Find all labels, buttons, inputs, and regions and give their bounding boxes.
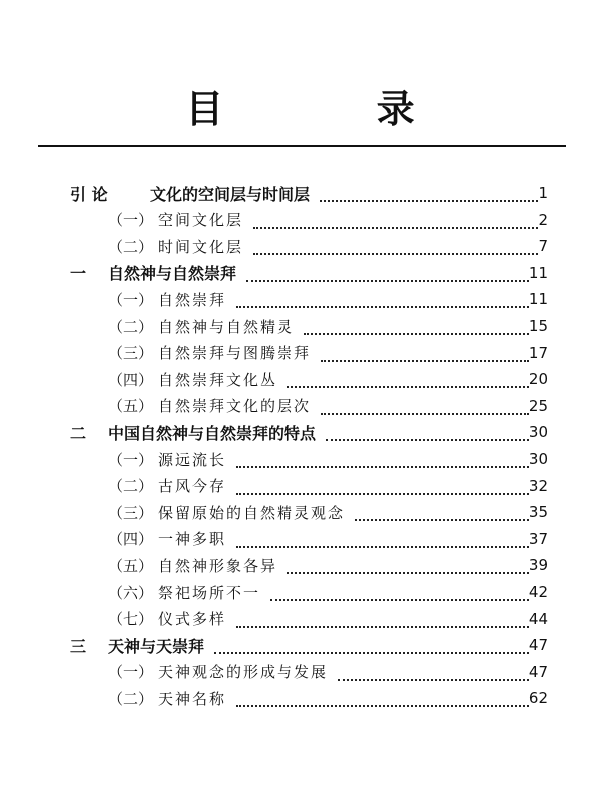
leader-dots <box>320 198 538 202</box>
section-number: （一） <box>108 450 154 469</box>
section-number: （一） <box>108 211 154 230</box>
section-title: 古风今存 <box>158 477 227 496</box>
page-number: 32 <box>528 476 548 495</box>
leader-dots <box>321 411 529 415</box>
section-number: （二） <box>108 317 154 336</box>
section-number: （二） <box>108 477 154 496</box>
section-title: 自然崇拜文化的层次 <box>158 397 312 416</box>
toc-section-row[interactable] <box>0 552 600 578</box>
toc-chapter-row[interactable] <box>0 632 600 658</box>
page-number: 37 <box>528 529 548 548</box>
toc-section-row[interactable] <box>0 366 600 392</box>
section-title: 自然神与自然精灵 <box>158 317 295 336</box>
toc-section-row[interactable] <box>0 340 600 366</box>
chapter-number: 二 <box>70 423 87 443</box>
chapter-number: 引 论 <box>70 184 108 204</box>
page-number: 11 <box>528 290 548 309</box>
section-title: 自然神形象各异 <box>158 556 278 575</box>
chapter-title: 文化的空间层与时间层 <box>150 184 311 204</box>
page-number: 35 <box>528 503 548 522</box>
section-title: 祭祀场所不一 <box>158 583 261 602</box>
page-number: 30 <box>528 450 548 468</box>
toc-section-row[interactable] <box>0 313 600 339</box>
page-number: 1 <box>538 184 548 202</box>
chapter-title: 自然神与自然崇拜 <box>108 264 237 284</box>
chapter-number: 一 <box>70 264 87 284</box>
section-title: 天神观念的形成与发展 <box>158 663 329 682</box>
section-number: （一） <box>108 290 154 309</box>
section-number: （二） <box>108 689 154 708</box>
title-rule <box>38 145 566 147</box>
toc-chapter-row[interactable] <box>0 419 600 445</box>
section-title: 自然崇拜文化丛 <box>158 370 278 389</box>
toc-section-row[interactable] <box>0 393 600 419</box>
section-number: （二） <box>108 237 154 256</box>
leader-dots <box>287 384 529 388</box>
toc-section-row[interactable] <box>0 606 600 632</box>
page-number: 20 <box>528 370 548 389</box>
section-title: 源远流长 <box>158 450 227 469</box>
page-number: 11 <box>528 263 548 282</box>
section-number: （五） <box>108 397 154 416</box>
section-number: （五） <box>108 556 154 575</box>
leader-dots <box>338 677 529 681</box>
section-number: （六） <box>108 583 154 602</box>
leader-dots <box>355 517 529 521</box>
section-title: 一神多职 <box>158 530 227 549</box>
page-number: 47 <box>528 636 548 655</box>
leader-dots <box>214 650 529 654</box>
page-number: 30 <box>528 423 548 442</box>
toc-section-row[interactable] <box>0 659 600 685</box>
toc-section-row[interactable] <box>0 446 600 472</box>
toc-section-row[interactable] <box>0 579 600 605</box>
leader-dots <box>253 251 538 255</box>
leader-dots <box>236 304 529 308</box>
section-number: （四） <box>108 530 154 549</box>
page-number: 47 <box>528 662 548 681</box>
leader-dots <box>321 358 529 362</box>
toc-section-row[interactable] <box>0 473 600 499</box>
page-number: 62 <box>528 689 548 708</box>
page-number: 2 <box>538 210 548 229</box>
toc-section-row[interactable] <box>0 526 600 552</box>
leader-dots <box>246 278 529 282</box>
page-number: 39 <box>528 556 548 575</box>
leader-dots <box>287 570 529 574</box>
leader-dots <box>304 331 529 335</box>
page-number: 42 <box>528 583 548 601</box>
chapter-title: 中国自然神与自然崇拜的特点 <box>108 423 317 443</box>
page-number: 17 <box>528 343 548 362</box>
section-title: 自然崇拜与图腾崇拜 <box>158 344 312 363</box>
leader-dots <box>236 544 529 548</box>
toc-section-row[interactable] <box>0 207 600 233</box>
leader-dots <box>270 597 529 601</box>
section-title: 时间文化层 <box>158 237 244 256</box>
page-number: 44 <box>528 609 548 628</box>
section-title: 天神名称 <box>158 689 227 708</box>
section-number: （三） <box>108 344 154 363</box>
page-number: 15 <box>528 317 548 335</box>
section-title: 仪式多样 <box>158 610 227 629</box>
section-title: 保留原始的自然精灵观念 <box>158 503 346 522</box>
toc-chapter-row[interactable] <box>0 180 600 206</box>
leader-dots <box>236 464 529 468</box>
toc-section-row[interactable] <box>0 499 600 525</box>
leader-dots <box>236 703 529 707</box>
chapter-number: 三 <box>70 636 87 656</box>
page-number: 7 <box>538 237 548 256</box>
chapter-title: 天神与天崇拜 <box>108 636 205 656</box>
toc-section-row[interactable] <box>0 685 600 711</box>
leader-dots <box>326 437 529 441</box>
toc-section-row[interactable] <box>0 286 600 312</box>
section-title: 自然崇拜 <box>158 290 227 309</box>
leader-dots <box>253 225 538 229</box>
section-number: （七） <box>108 610 154 629</box>
leader-dots <box>236 491 529 495</box>
section-number: （一） <box>108 663 154 682</box>
page-title: 目 录 <box>185 87 485 131</box>
page-number: 25 <box>528 396 548 415</box>
toc-section-row[interactable] <box>0 233 600 259</box>
section-number: （四） <box>108 370 154 389</box>
section-number: （三） <box>108 503 154 522</box>
toc-chapter-row[interactable] <box>0 260 600 286</box>
section-title: 空间文化层 <box>158 211 244 230</box>
leader-dots <box>236 624 529 628</box>
